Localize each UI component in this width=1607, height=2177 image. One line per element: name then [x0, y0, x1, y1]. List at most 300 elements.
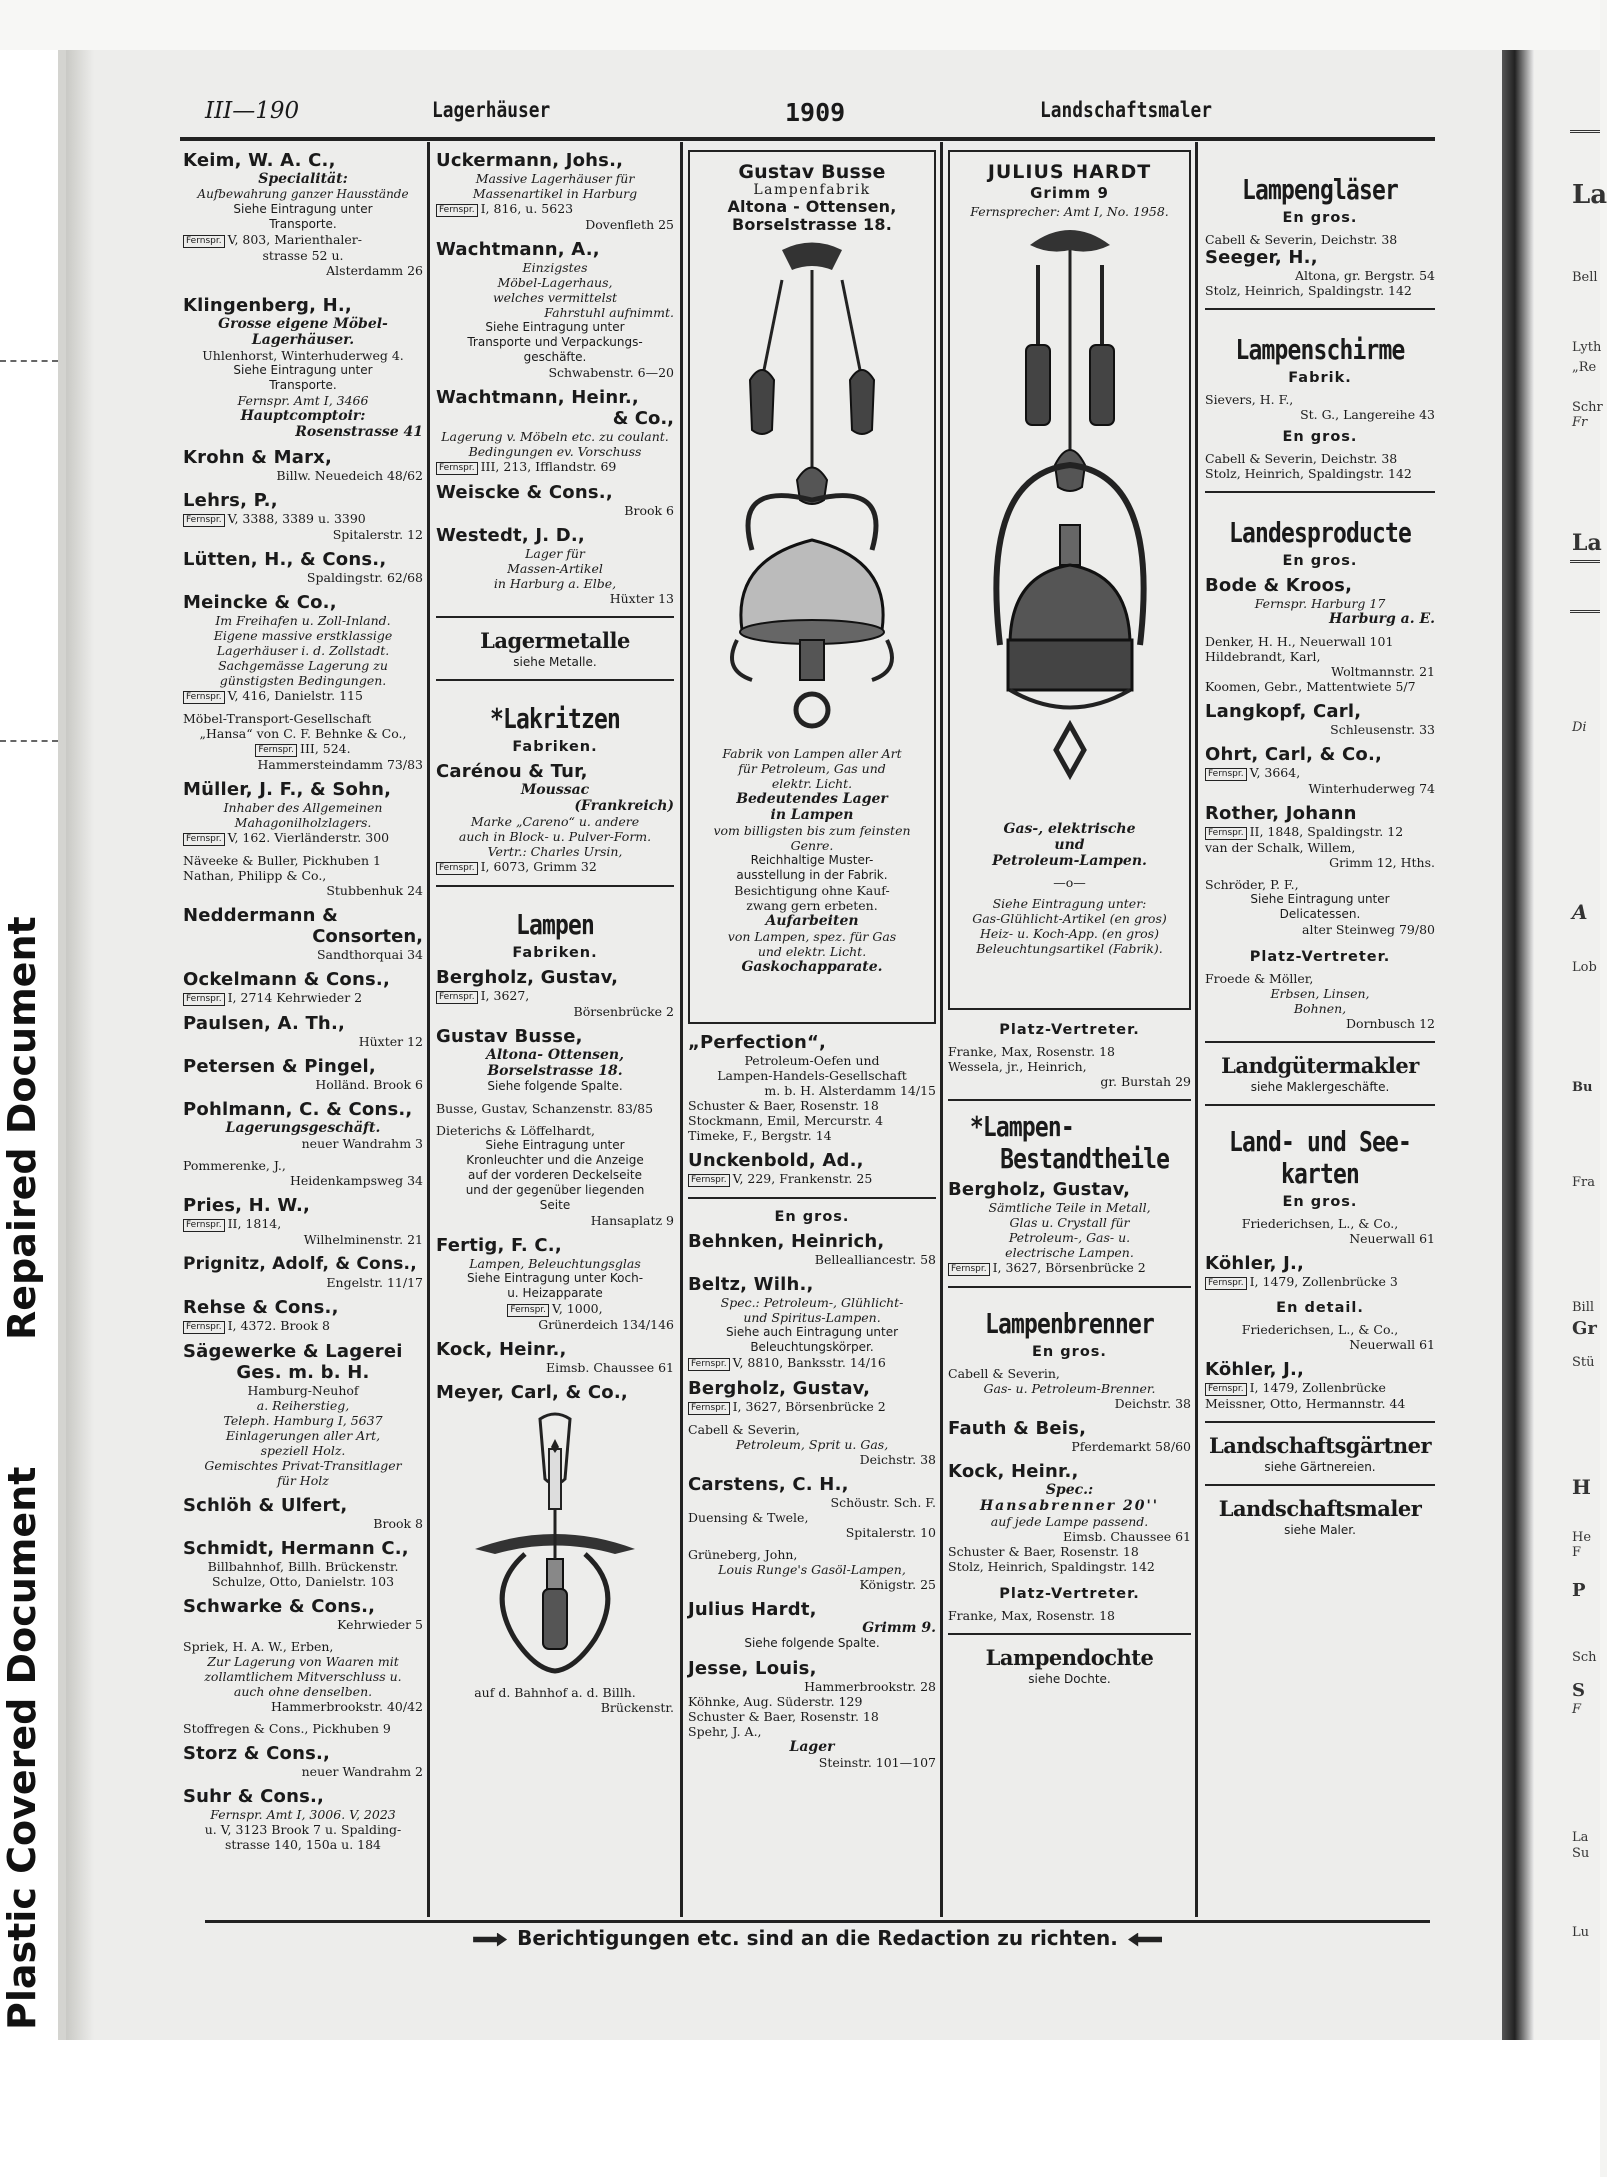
section-title-lampenschirme: Lampenschirme	[1235, 333, 1405, 366]
entry-line: Cabell & Severin,	[948, 1366, 1060, 1381]
entry-ockelmann	[183, 969, 423, 1006]
entry-friederichsen	[1205, 1216, 1435, 1246]
entry-name: Jesse, Louis,	[688, 1658, 817, 1679]
advert-bold-line: Gas-, elektrische	[1003, 821, 1136, 837]
entry-meyer	[436, 1382, 674, 1715]
entry-dieterichs	[436, 1123, 674, 1228]
advert-subtitle: Grimm 9	[1030, 184, 1109, 202]
section-title-lampenbrenner: Lampenbrenner	[984, 1307, 1155, 1340]
next-page-fragment: Lyth	[1572, 340, 1602, 355]
entry-address: Spaldingstr. 62/68	[306, 570, 423, 585]
entry-line: Hamburg-Neuhof	[247, 1383, 359, 1398]
advert-line: Siehe Eintragung unter:	[992, 896, 1147, 911]
entry-address: Hüxter 12	[358, 1034, 423, 1049]
column-rule	[1195, 142, 1198, 1917]
entry-line: I, 4372. Brook 8	[227, 1318, 330, 1333]
entry-name: Schwarke & Cons.,	[183, 1596, 376, 1617]
entry-address: Engelstr. 11/17	[326, 1275, 423, 1290]
entry-name: Fertig, F. C.,	[436, 1235, 562, 1256]
column-2	[436, 150, 674, 1915]
entry-address: Schleusenstr. 33	[1330, 722, 1435, 737]
entry-line: auf d. Bahnhof a. d. Billh.	[474, 1685, 636, 1700]
advert-busse	[688, 150, 936, 1024]
entry-line: Koomen, Gebr., Mattentwiete 5/7	[1205, 679, 1416, 694]
footer-text: Berichtigungen etc. sind an die Redaction zu richten.	[517, 1926, 1118, 1950]
entry-name: Meyer, Carl, & Co.,	[436, 1382, 628, 1403]
advert-line: und elektr. Licht.	[757, 944, 867, 959]
entry-see: Siehe Eintragung unter	[233, 363, 373, 377]
entry-line: Stoffregen & Cons., Pickhuben 9	[183, 1721, 391, 1736]
entry-bold-line: Rosenstrasse 41	[295, 424, 423, 440]
page-number: III—190	[205, 98, 300, 124]
entry-address: Eimsb. Chaussee 61	[1063, 1529, 1191, 1544]
entry-seeger	[1205, 247, 1435, 298]
entry-line: Friederichsen, L., & Co.,	[1241, 1216, 1399, 1231]
entry-line: Billbahnhof, Billh. Brückenstr.	[207, 1559, 399, 1574]
entry-neddermann	[183, 905, 423, 962]
entry-line: Einzigstes	[522, 260, 588, 275]
entry-line: Dieterichs & Löffelhardt,	[436, 1123, 595, 1138]
hanging-lamp-illustration-icon	[465, 1409, 645, 1679]
entry-line: strasse 140, 150a u. 184	[224, 1837, 381, 1852]
entry-name: Langkopf, Carl,	[1205, 701, 1362, 722]
section-rule	[436, 679, 674, 681]
header-left-keyword: Lagerhäuser	[432, 98, 551, 122]
next-page-fragment: Sch	[1572, 1650, 1597, 1665]
advert-line: Beleuchtungsartikel (Fabrik).	[976, 941, 1163, 956]
entry-name: Fauth & Beis,	[948, 1418, 1087, 1439]
entry-line: „Hansa“ von C. F. Behnke & Co.,	[199, 726, 407, 741]
advert-line: Besichtigung ohne Kauf-	[734, 883, 890, 898]
entry-rother	[1205, 803, 1435, 870]
entry-line: II, 1848, Spaldingstr. 12	[1249, 824, 1404, 839]
entry-address: Schöustr. Sch. F.	[830, 1495, 936, 1510]
section-subtitle: En detail.	[1276, 1300, 1364, 1316]
entry-lehrs	[183, 490, 423, 542]
section-see: siehe Metalle.	[513, 655, 597, 669]
entry-address: neuer Wandrahm 2	[301, 1764, 423, 1779]
entry-luetten	[183, 549, 423, 585]
advert-address: Borselstrasse 18.	[731, 215, 892, 234]
scan-tick	[0, 740, 58, 742]
entry-line: Möbel-Lagerhaus,	[497, 275, 613, 290]
next-page-fragment: A	[1572, 900, 1588, 924]
entry-line: Sachgemässe Lagerung zu	[218, 658, 388, 673]
entry-name: Kock, Heinr.,	[948, 1461, 1079, 1482]
entry-see: Siehe Eintragung unter	[1250, 892, 1390, 906]
entry-keim	[183, 150, 423, 278]
entry-line: Grüneberg, John,	[688, 1547, 798, 1562]
entry-line: Eigene massive erstklassige	[213, 628, 393, 643]
entry-name: Prignitz, Adolf, & Cons.,	[183, 1254, 417, 1274]
section-rule	[1205, 491, 1435, 493]
entry-petersen	[183, 1056, 423, 1092]
entry-line: Mahagonilholzlagers.	[234, 815, 372, 830]
entry-name: Storz & Cons.,	[183, 1743, 331, 1764]
entry-line: I, 1479, Zollenbrücke	[1249, 1380, 1386, 1395]
entry-address: Bellealliancestr. 58	[814, 1252, 936, 1267]
entry-line: I, 2714 Kehrwieder 2	[227, 990, 363, 1005]
entry-spec: Specialität:	[258, 171, 348, 187]
entry-line: Bedingungen ev. Vorschuss	[468, 444, 642, 459]
section-title-lampendochte: Lampendochte	[985, 1645, 1154, 1670]
advert-bold-line: in Lampen	[770, 807, 854, 823]
entry-name: Bergholz, Gustav,	[688, 1378, 871, 1399]
column-rule	[680, 142, 683, 1917]
advert-line: Gas-Glühlicht-Artikel (en gros)	[972, 911, 1167, 926]
section-subtitle: Platz-Vertreter.	[999, 1022, 1140, 1038]
entry-line: in Harburg a. Elbe,	[493, 576, 617, 591]
entry-see: geschäfte.	[523, 350, 587, 364]
entry-see: Kronleuchter und die Anzeige	[466, 1153, 644, 1167]
entry-rehse	[183, 1297, 423, 1334]
entry-name: Köhler, J.,	[1205, 1359, 1305, 1380]
entry-name: Klingenberg, H.,	[183, 295, 352, 316]
advert-line: von Lampen, spez. für Gas	[727, 929, 897, 944]
entry-name: Beltz, Wilh.,	[688, 1274, 814, 1295]
advert-line: vom billigsten bis zum feinsten	[713, 823, 911, 838]
entry-ohrt	[1205, 744, 1435, 796]
entry-line: Stockmann, Emil, Mercurstr. 4	[688, 1113, 884, 1128]
entry-line: Lagerhäuser i. d. Zollstadt.	[216, 643, 390, 658]
entry-address: Dovenfleth 25	[585, 217, 674, 232]
entry-name: Lehrs, P.,	[183, 490, 278, 511]
entry-line: Nathan, Philipp & Co.,	[183, 868, 327, 883]
entry-name: Pries, H. W.,	[183, 1195, 311, 1216]
entry-froede	[1205, 971, 1435, 1031]
entry-schwarke	[183, 1596, 423, 1632]
entry-address: Eimsb. Chaussee 61	[546, 1360, 674, 1375]
entry-carenou	[436, 761, 674, 875]
entry-name: Rother, Johann	[1205, 803, 1357, 824]
entry-name: Lütten, H., & Cons.,	[183, 549, 387, 570]
advert-line: Fernsprecher: Amt I, No. 1958.	[970, 204, 1169, 219]
footer-note	[205, 1926, 1430, 1950]
phone-icon: Fernspr.	[1205, 827, 1247, 840]
next-page-rule	[1570, 610, 1600, 613]
entry-line: welches vermittelst	[492, 290, 618, 305]
next-page-fragment: Schr	[1572, 400, 1603, 415]
entry-pohlmann	[183, 1099, 423, 1151]
entry-name: Carénou & Tur,	[436, 761, 588, 782]
entry-saegewerke	[183, 1341, 423, 1488]
entry-line: Marke „Careno“ u. andere	[470, 814, 640, 829]
entry-address: Steinstr. 101—107	[818, 1755, 936, 1770]
entry-line: Meissner, Otto, Hermannstr. 44	[1205, 1396, 1406, 1411]
entry-address: Wilhelminenstr. 21	[303, 1232, 423, 1247]
entry-kock	[436, 1339, 674, 1375]
entry-storz	[183, 1743, 423, 1779]
entry-weiscke	[436, 482, 674, 518]
entry-line: Schröder, P. F.,	[1205, 877, 1299, 892]
column-4	[948, 150, 1191, 1915]
advert-title: Gustav Busse	[738, 161, 886, 183]
entry-line: auch in Block- u. Pulver-Form.	[458, 829, 652, 844]
section-title-lampen-bestandtheile: Bestandtheile	[1000, 1142, 1170, 1175]
entry-line: u. V, 3123 Brook 7 u. Spalding-	[204, 1822, 402, 1837]
entry-bold-line: Lagerhäuser.	[251, 332, 355, 348]
next-page-fragment: Gr	[1572, 1318, 1597, 1339]
entry-line: Stolz, Heinrich, Spaldingstr. 142	[1205, 466, 1412, 481]
entry-name: Wachtmann, A.,	[436, 239, 600, 260]
entry-bold-line: Altona- Ottensen,	[486, 1047, 624, 1063]
next-page-fragment: La	[1572, 1830, 1589, 1845]
section-title-landschaftsmaler: Landschaftsmaler	[1218, 1496, 1422, 1521]
entry-see: Siehe auch Eintragung unter	[725, 1325, 899, 1339]
entry-line: Köhnke, Aug. Süderstr. 129	[688, 1694, 863, 1709]
phone-icon: Fernspr.	[183, 1219, 225, 1232]
next-page-fragment: S	[1572, 1680, 1585, 1701]
entry-name: Bode & Kroos,	[1205, 575, 1353, 596]
entry-koehler	[1205, 1253, 1435, 1290]
entry-line: Zur Lagerung von Waaren mit	[207, 1654, 399, 1669]
entry-address: St. G., Langereihe 43	[1300, 407, 1435, 422]
entry-spriek	[183, 1639, 423, 1714]
entry-uckermann	[436, 150, 674, 232]
entry-line: Massive Lagerhäuser für	[475, 171, 635, 186]
entry-fauth	[948, 1418, 1191, 1454]
entry-address: Brook 6	[624, 503, 674, 518]
entry-bold-line: Hauptcomptoir:	[240, 408, 366, 424]
section-rule	[436, 885, 674, 887]
entry-line: I, 816, u. 5623	[480, 201, 574, 216]
entry-line: a. Reiherstieg,	[256, 1398, 350, 1413]
next-page-fragment: La	[1572, 180, 1607, 210]
next-page-rule	[1570, 130, 1600, 133]
entry-address: Altona, gr. Bergstr. 54	[1294, 268, 1435, 283]
section-subtitle: En gros.	[774, 1209, 850, 1225]
entry-line: Louis Runge's Gasöl-Lampen,	[718, 1562, 906, 1577]
entry-koehler-detail	[1205, 1359, 1435, 1411]
lamp-illustration-icon	[970, 225, 1170, 815]
phone-icon: Fernspr.	[948, 1263, 990, 1276]
advert-line: elektr. Licht.	[771, 776, 853, 791]
entry-address: Billw. Neuedeich 48/62	[276, 468, 423, 483]
entry-address: Deichstr. 38	[1114, 1396, 1191, 1411]
entry-line: auf jede Lampe passend.	[990, 1514, 1149, 1529]
entry-address: Grünerdeich 134/146	[538, 1317, 674, 1332]
next-page-fragment: P	[1572, 1580, 1586, 1601]
entry-bergholz	[436, 967, 674, 1019]
entry-line: Stolz, Heinrich, Spaldingstr. 142	[1205, 283, 1412, 298]
entry-address: m. b. H. Alsterdamm 14/15	[764, 1083, 936, 1098]
entry-sievers	[1205, 392, 1435, 422]
advert-line: Heiz- u. Koch-App. (en gros)	[980, 926, 1159, 941]
entry-line: Einlagerungen aller Art,	[225, 1428, 381, 1443]
entry-bold-line: Hansabrenner 20''	[979, 1498, 1160, 1514]
entry-line: I, 3627, Börsenbrücke 2	[992, 1260, 1146, 1275]
entry-moebel-transport	[183, 711, 423, 772]
entry-see: Siehe Eintragung unter	[485, 320, 625, 334]
entry-see: Transporte.	[269, 217, 337, 231]
entry-line: Sievers, H. F.,	[1205, 392, 1294, 407]
entry-schmidt	[183, 1538, 423, 1589]
entry-line: Glas u. Crystall für	[1009, 1215, 1130, 1230]
entry-hardt	[688, 1599, 936, 1651]
header-right-keyword: Landschaftsmaler	[1040, 98, 1212, 122]
entry-bold-line: Grimm 9.	[862, 1620, 936, 1636]
entry-klingenberg	[183, 295, 423, 440]
entry-jesse	[688, 1658, 936, 1770]
scan-tick	[0, 360, 58, 362]
section-title-landschaftsgaertner: Landschaftsgärtner	[1208, 1433, 1432, 1458]
entry-name: Ohrt, Carl, & Co.,	[1205, 744, 1383, 765]
column-1	[183, 150, 423, 1915]
phone-icon: Fernspr.	[1205, 768, 1247, 781]
column-3	[688, 150, 936, 1915]
section-see: siehe Maklergeschäfte.	[1250, 1080, 1390, 1094]
phone-icon: Fernspr.	[688, 1358, 730, 1371]
entry-name: Suhr & Cons.,	[183, 1786, 325, 1807]
entry-address: Kehrwieder 5	[337, 1617, 423, 1632]
next-page-fragment: La	[1572, 530, 1602, 556]
entry-line: V, 162. Vierländerstr. 300	[227, 830, 390, 845]
pointing-hand-icon	[1128, 1933, 1162, 1947]
pointing-hand-icon	[473, 1933, 507, 1947]
entry-address: Spitalerstr. 10	[845, 1525, 936, 1540]
section-subtitle: Platz-Vertreter.	[999, 1586, 1140, 1602]
entry-address: Stubbenhuk 24	[326, 883, 423, 898]
entry-line: Cabell & Severin, Deichstr. 38	[1205, 451, 1398, 466]
phone-icon: Fernspr.	[255, 744, 297, 757]
phone-icon: Fernspr.	[436, 862, 478, 875]
entry-name: Behnken, Heinrich,	[688, 1231, 885, 1252]
entry-address: alter Steinweg 79/80	[1302, 922, 1435, 937]
next-page-fragment: Bell	[1572, 270, 1598, 285]
entry-line: Teleph. Hamburg I, 5637	[223, 1413, 383, 1428]
entry-busse-schanzen	[436, 1101, 674, 1116]
entry-line: Fernspr. Amt I, 3006. V, 2023	[210, 1807, 396, 1822]
entry-see: Siehe Eintragung unter Koch-	[466, 1271, 644, 1285]
entry-line: Lampen, Beleuchtungsglas	[469, 1256, 641, 1271]
entry-line: Aufbewahrung ganzer Hausstände	[197, 187, 409, 201]
section-rule	[948, 1099, 1191, 1101]
entry-line: Busse, Gustav, Schanzenstr. 83/85	[436, 1101, 654, 1116]
entry-line: Timeke, F., Bergstr. 14	[688, 1128, 832, 1143]
entry-name: Keim, W. A. C.,	[183, 150, 336, 171]
entry-line: Duensing & Twele,	[688, 1510, 809, 1525]
entry-line: I, 3627,	[480, 988, 530, 1003]
entry-line: I, 3627, Börsenbrücke 2	[732, 1399, 886, 1414]
entry-line: Uhlenhorst, Winterhuderweg 4.	[202, 348, 404, 363]
entry-line: Spec.: Petroleum-, Glühlicht-	[720, 1295, 904, 1310]
section-subtitle: Fabriken.	[512, 739, 598, 755]
entry-address: Winterhuderweg 74	[1308, 781, 1435, 796]
entry-line: Bohnen,	[1293, 1001, 1347, 1016]
advert-bold-line: und	[1054, 837, 1085, 853]
column-5	[1205, 150, 1435, 1915]
section-see: siehe Gärtnereien.	[1264, 1460, 1376, 1474]
section-rule	[948, 1286, 1191, 1288]
entry-name: Sägewerke & Lagerei	[183, 1341, 403, 1362]
entry-westedt	[436, 525, 674, 606]
entry-address: Schwabenstr. 6—20	[548, 365, 674, 380]
entry-line: Wessela, jr., Heinrich,	[948, 1059, 1087, 1074]
entry-line: V, 416, Danielstr. 115	[227, 688, 363, 703]
entry-pries	[183, 1195, 423, 1247]
entry-bergholz-c4	[948, 1179, 1191, 1276]
entry-denker	[1205, 634, 1435, 694]
section-title-lampen: Lampen	[515, 908, 595, 941]
entry-line: III, 213, Ifflandstr. 69	[480, 459, 617, 474]
entry-naeveeke	[183, 853, 423, 898]
entry-address: Hansaplatz 9	[590, 1213, 674, 1228]
entry-line: auch ohne denselben.	[233, 1684, 373, 1699]
entry-address: Brook 8	[373, 1516, 423, 1531]
phone-icon: Fernspr.	[688, 1402, 730, 1415]
entry-line: Näveeke & Buller, Pickhuben 1	[183, 853, 381, 868]
next-page-fragment: Lu	[1572, 1925, 1590, 1940]
section-subtitle: Fabriken.	[512, 945, 598, 961]
entry-address: Woltmannstr. 21	[1331, 664, 1435, 679]
entry-name: Uckermann, Johs.,	[436, 150, 624, 171]
entry-wachtmann-heinr	[436, 387, 674, 475]
entry-line: Froede & Möller,	[1205, 971, 1314, 986]
entry-address: Neuerwall 61	[1349, 1231, 1435, 1246]
entry-name: Schlöh & Ulfert,	[183, 1495, 348, 1516]
entry-address: Königstr. 25	[859, 1577, 936, 1592]
entry-bold-line: Borselstrasse 18.	[487, 1063, 623, 1079]
entry-line: Lampen-Handels-Gesellschaft	[717, 1068, 907, 1083]
entry-name: Julius Hardt,	[688, 1599, 817, 1620]
entry-line: Spehr, J. A.,	[688, 1724, 762, 1739]
section-subtitle: En gros.	[1282, 553, 1358, 569]
entry-see: Beleuchtungskörper.	[750, 1340, 874, 1354]
entry-line: Franke, Max, Rosenstr. 18	[948, 1044, 1116, 1059]
entry-line: Schuster & Baer, Rosenstr. 18	[688, 1098, 879, 1113]
entry-name: Kock, Heinr.,	[436, 1339, 567, 1360]
section-subtitle: En gros.	[1032, 1344, 1107, 1360]
section-title-landkarten: karten	[1280, 1157, 1360, 1190]
entry-line: Vertr.: Charles Ursin,	[487, 844, 623, 859]
entry-line: Schuster & Baer, Rosenstr. 18	[948, 1544, 1139, 1559]
section-see: siehe Maler.	[1284, 1523, 1356, 1537]
entry-krohn	[183, 447, 423, 483]
section-title-landguetermakler: Landgütermakler	[1221, 1053, 1419, 1078]
entry-see: Siehe Eintragung unter	[233, 202, 373, 216]
next-page-fragment: Fr	[1572, 415, 1588, 430]
entry-see: u. Heizapparate	[507, 1286, 603, 1300]
advert-bold-line: Bedeutendes Lager	[736, 791, 888, 807]
entry-name: Ockelmann & Cons.,	[183, 969, 390, 990]
entry-name: Paulsen, A. Th.,	[183, 1013, 346, 1034]
advert-line: für Petroleum, Gas und	[738, 761, 886, 776]
entry-line: Fernspr. Harburg 17	[1254, 596, 1386, 611]
entry-pommerenke	[183, 1158, 423, 1188]
entry-name: „Perfection“,	[688, 1032, 827, 1053]
entry-line: V, 1000,	[552, 1301, 603, 1316]
entry-bold-line: Harburg a. E.	[1328, 611, 1435, 627]
entry-schroeder	[1205, 877, 1435, 937]
advert-bold-line: Petroleum-Lampen.	[992, 853, 1147, 869]
section-title-landkarten: Land- und See-	[1228, 1125, 1412, 1158]
entry-address: Holländ. Brook 6	[315, 1077, 423, 1092]
entry-name: Consorten,	[312, 926, 423, 947]
advert-line: Genre.	[790, 838, 834, 853]
phone-icon: Fernspr.	[1205, 1383, 1247, 1396]
entry-address: Spitalerstr. 12	[332, 527, 423, 542]
entry-address: Pferdemarkt 58/60	[1071, 1439, 1191, 1454]
entry-stoffregen	[183, 1721, 423, 1736]
footer-rule	[205, 1920, 1430, 1923]
entry-carstens	[688, 1474, 936, 1540]
sidebar-plastic	[0, 1370, 58, 2030]
header-year: 1909	[785, 98, 846, 127]
next-page-fragment: He	[1572, 1530, 1592, 1545]
entry-name: Neddermann &	[183, 905, 339, 926]
entry-line: Lager für	[525, 546, 585, 561]
entry-line: Massenartikel in Harburg	[472, 186, 638, 201]
